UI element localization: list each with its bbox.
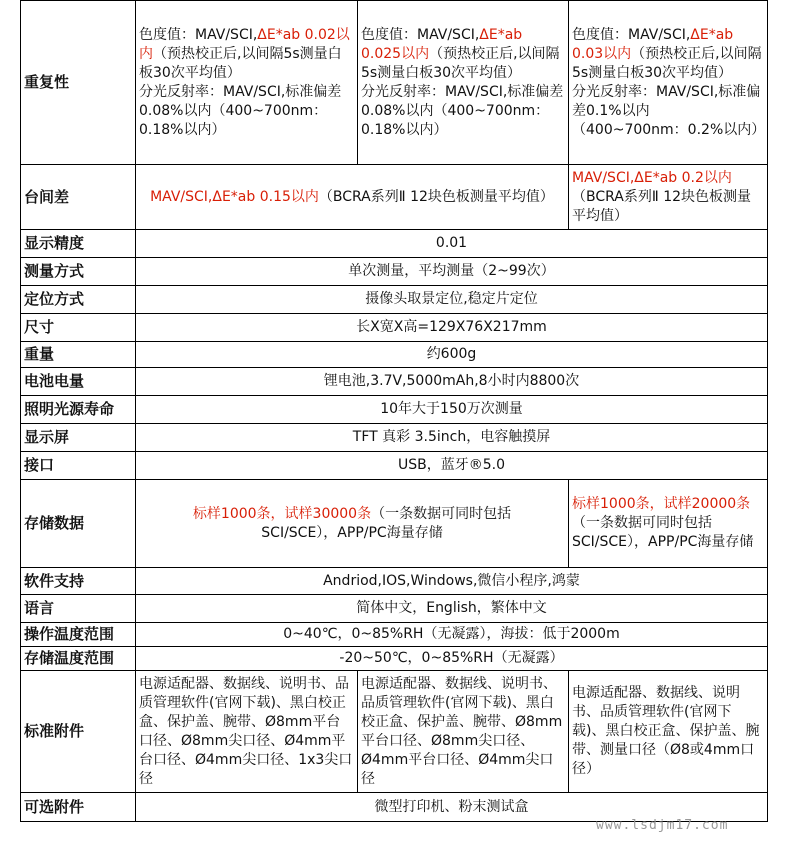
table-row	[21, 286, 768, 314]
spec-table	[20, 0, 768, 822]
table-row	[21, 1, 768, 165]
inter-instrument-cell-1	[136, 165, 569, 230]
row-label: 可选附件	[21, 793, 136, 822]
repeatability-cell-2	[358, 1, 569, 165]
highlight-text: ΔE*ab 0.03以内	[572, 26, 734, 62]
table-row	[21, 368, 768, 396]
table-row	[21, 342, 768, 368]
table-row	[21, 230, 768, 258]
row-label: 定位方式	[21, 286, 136, 314]
row-value: TFT 真彩 3.5inch，电容触摸屏	[136, 424, 768, 452]
table-row	[21, 480, 768, 568]
accessory-cell-3: 电源适配器、数据线、说明书、品质管理软件(官网下载)、黑白校正盒、保护盖、腕带、测量口径（Ø8或4mm口径）	[569, 671, 768, 793]
table-row	[21, 568, 768, 595]
row-label: 照明光源寿命	[21, 396, 136, 424]
row-label: 电池电量	[21, 368, 136, 396]
row-value: 0~40℃，0~85%RH（无凝露），海拔：低于2000m	[136, 623, 768, 647]
row-value: 微型打印机、粉末测试盒	[136, 793, 768, 822]
table-row	[21, 258, 768, 286]
highlight-text: ΔE*ab 0.025以内	[361, 26, 523, 62]
text: （预热校正后,以间隔5s测量白板30次平均值）	[572, 45, 762, 81]
table-row	[21, 595, 768, 623]
accessory-cell-1: 电源适配器、数据线、说明书、品质管理软件(官网下载)、黑白校正盒、保护盖、腕带、Ø8mm平台口径、Ø8mm尖口径、Ø4mm平台口径、Ø4mm尖口径、1x3尖口径	[136, 671, 358, 793]
text: 分光反射率：MAV/SCI,标准偏差0.1%以内（400~700nm：0.2%以内）	[572, 83, 766, 138]
highlight-text: 标样1000条，试样30000条	[192, 505, 372, 522]
inter-instrument-cell-2	[569, 165, 768, 230]
text: （预热校正后,以间隔5s测量白板30次平均值）	[139, 45, 342, 81]
row-label: 尺寸	[21, 314, 136, 342]
text: 色度值：MAV/SCI,	[572, 26, 691, 43]
text: 分光反射率：MAV/SCI,标准偏差0.08%以内（400~700nm：0.18%以内）	[361, 83, 564, 138]
storage-cell-2	[569, 480, 768, 568]
row-value: 摄像头取景定位,稳定片定位	[136, 286, 768, 314]
row-label: 语言	[21, 595, 136, 623]
text: （预热校正后,以间隔5s测量白板30次平均值）	[361, 45, 560, 81]
text: （BCRA系列Ⅱ 12块色板测量平均值）	[572, 188, 752, 224]
text: 色度值：MAV/SCI,	[361, 26, 480, 43]
table-row	[21, 396, 768, 424]
watermark: www.lsdjm17.com	[596, 818, 729, 833]
storage-cell-1	[136, 480, 569, 568]
row-label: 重复性	[21, 1, 136, 165]
row-label: 显示精度	[21, 230, 136, 258]
row-label: 操作温度范围	[21, 623, 136, 647]
row-value: 0.01	[136, 230, 768, 258]
text: （一条数据可同时包括SCI/SCE），APP/PC海量存储	[261, 505, 512, 541]
row-label: 存储数据	[21, 480, 136, 568]
table-row	[21, 623, 768, 647]
table-row	[21, 314, 768, 342]
row-label: 测量方式	[21, 258, 136, 286]
accessory-cell-2: 电源适配器、数据线、说明书、品质管理软件(官网下载)、黑白校正盒、保护盖、腕带、Ø8mm平台口径、Ø8mm尖口径、Ø4mm平台口径、Ø4mm尖口径	[358, 671, 569, 793]
text: （BCRA系列Ⅱ 12块色板测量平均值）	[318, 188, 554, 205]
row-value: 10年大于150万次测量	[136, 396, 768, 424]
row-label: 存储温度范围	[21, 647, 136, 671]
row-value: Andriod,IOS,Windows,微信小程序,鸿蒙	[136, 568, 768, 595]
row-label: 接口	[21, 452, 136, 480]
row-value: -20~50℃，0~85%RH（无凝露）	[136, 647, 768, 671]
text: 色度值：MAV/SCI,	[139, 26, 258, 43]
row-value: 约600g	[136, 342, 768, 368]
table-row	[21, 671, 768, 793]
row-value: 长X宽X高=129X76X217mm	[136, 314, 768, 342]
table-row	[21, 452, 768, 480]
row-label: 台间差	[21, 165, 136, 230]
row-value: USB，蓝牙®5.0	[136, 452, 768, 480]
row-label: 软件支持	[21, 568, 136, 595]
table-row	[21, 424, 768, 452]
highlight-text: MAV/SCI,ΔE*ab 0.2以内	[572, 169, 732, 186]
text: （一条数据可同时包括SCI/SCE），APP/PC海量存储	[572, 515, 754, 550]
repeatability-cell-3	[569, 1, 768, 165]
repeatability-cell-1	[136, 1, 358, 165]
highlight-text: MAV/SCI,ΔE*ab 0.15以内	[150, 188, 319, 205]
text: 分光反射率：MAV/SCI,标准偏差0.08%以内（400~700nm：0.18%以内）	[139, 83, 342, 138]
table-row	[21, 647, 768, 671]
row-value: 锂电池,3.7V,5000mAh,8小时内8800次	[136, 368, 768, 396]
highlight-text: ΔE*ab 0.02以内	[139, 26, 350, 62]
table-row	[21, 165, 768, 230]
row-label: 显示屏	[21, 424, 136, 452]
row-label: 重量	[21, 342, 136, 368]
highlight-text: 标样1000条，试样20000条	[572, 496, 751, 512]
row-value: 简体中文，English，繁体中文	[136, 595, 768, 623]
row-value: 单次测量，平均测量（2~99次）	[136, 258, 768, 286]
row-label: 标准附件	[21, 671, 136, 793]
